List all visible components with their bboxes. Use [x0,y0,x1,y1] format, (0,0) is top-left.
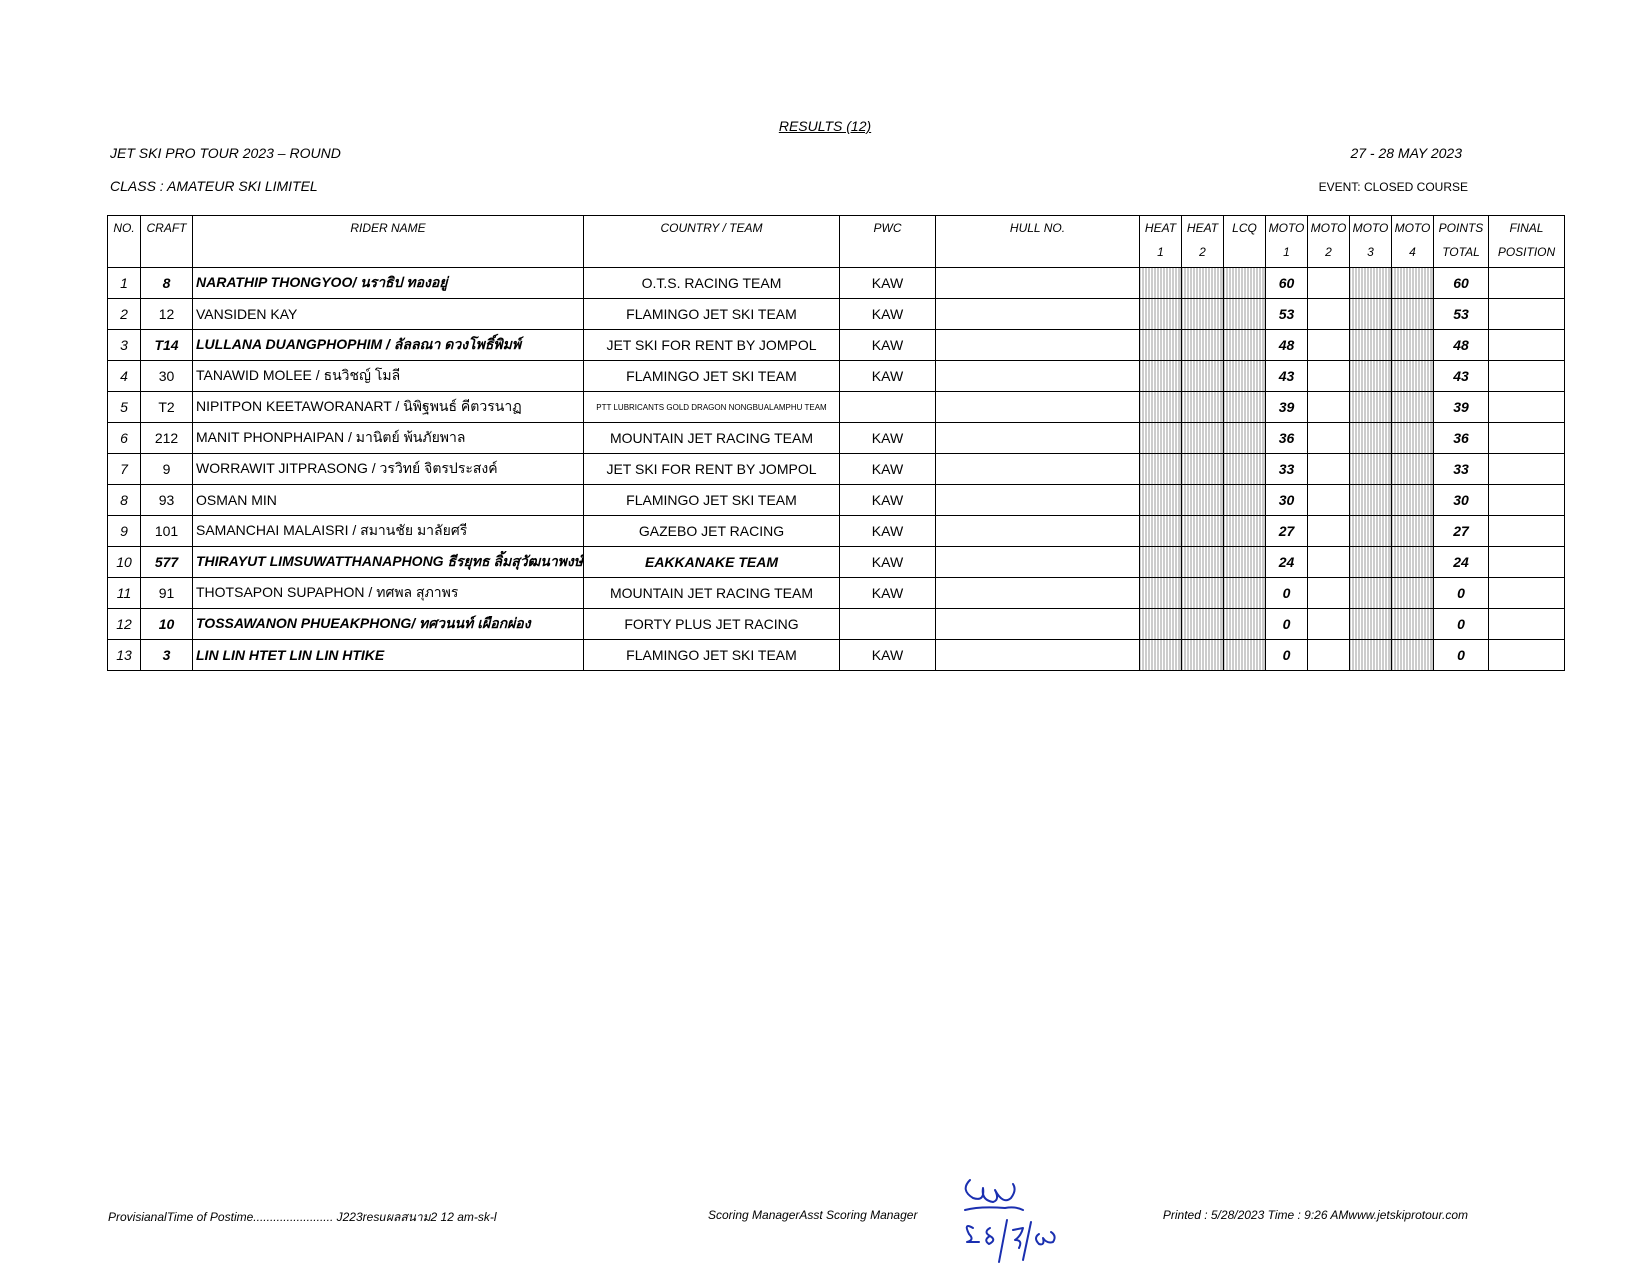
column-header-rider-name [193,216,584,268]
moto-1-points: 43 [1265,361,1307,392]
row-number: 8 [108,485,141,516]
points-total: 30 [1433,485,1488,516]
column-header-label: CRAFT [146,221,187,235]
column-header-heat-2 [1181,216,1223,268]
row-number: 5 [108,392,141,423]
craft-number: 212 [141,423,193,454]
hull-no [935,299,1139,330]
column-header-label: MOTO [1352,221,1389,235]
lcq-cell [1223,609,1265,640]
column-header-sublabel: 1 [1283,245,1290,259]
hull-no [935,547,1139,578]
points-total: 60 [1433,268,1488,299]
event-type: EVENT: CLOSED COURSE [1318,180,1468,194]
moto-4-cell [1391,485,1433,516]
column-header-label: PWC [873,221,902,235]
moto-1-points: 60 [1265,268,1307,299]
final-position [1488,454,1564,485]
lcq-cell [1223,578,1265,609]
lcq-cell [1223,423,1265,454]
column-header-final-position [1488,216,1564,268]
country-team: MOUNTAIN JET RACING TEAM [583,578,839,609]
heat-2-cell [1181,423,1223,454]
row-number: 11 [108,578,141,609]
pwc: KAW [839,547,935,578]
table-row [108,330,1565,361]
column-header-moto-4 [1391,216,1433,268]
final-position [1488,640,1564,671]
moto-2-cell [1307,330,1349,361]
moto-4-cell [1391,609,1433,640]
moto-4-cell [1391,547,1433,578]
moto-3-cell [1349,547,1391,578]
moto-1-points: 0 [1265,640,1307,671]
moto-2-cell [1307,423,1349,454]
table-row [108,640,1565,671]
craft-number: 93 [141,485,193,516]
heat-2-cell [1181,547,1223,578]
column-header-lcq [1223,216,1265,268]
rider-name: OSMAN MIN [193,485,584,516]
column-header-label: MOTO [1268,221,1305,235]
points-total: 48 [1433,330,1488,361]
table-body [108,268,1565,671]
heat-2-cell [1181,516,1223,547]
moto-4-cell [1391,330,1433,361]
craft-number: 9 [141,454,193,485]
final-position [1488,361,1564,392]
event-date: 27 - 28 MAY 2023 [1350,145,1462,161]
row-number: 1 [108,268,141,299]
craft-number: 8 [141,268,193,299]
rider-name: TOSSAWANON PHUEAKPHONG/ ทศวนนท์ เผือกผ่อง [193,609,584,640]
event-title: JET SKI PRO TOUR 2023 – ROUND [110,145,341,161]
column-header-moto-3 [1349,216,1391,268]
heat-2-cell [1181,578,1223,609]
moto-4-cell [1391,361,1433,392]
moto-2-cell [1307,485,1349,516]
pwc: KAW [839,268,935,299]
hull-no [935,361,1139,392]
table-row [108,578,1565,609]
craft-number: T2 [141,392,193,423]
hull-no [935,609,1139,640]
heat-1-cell [1139,268,1181,299]
rider-name: LIN LIN HTET LIN LIN HTIKE [193,640,584,671]
table-row [108,268,1565,299]
moto-1-points: 39 [1265,392,1307,423]
points-total: 24 [1433,547,1488,578]
footer-printed: Printed : 5/28/2023 Time : 9:26 AMwww.jetskiprotour.com [1162,1208,1468,1222]
moto-1-points: 53 [1265,299,1307,330]
column-header-label: HEAT [1186,221,1219,235]
country-team: FLAMINGO JET SKI TEAM [583,361,839,392]
heat-1-cell [1139,547,1181,578]
row-number: 6 [108,423,141,454]
moto-3-cell [1349,268,1391,299]
heat-2-cell [1181,454,1223,485]
heat-1-cell [1139,423,1181,454]
heat-1-cell [1139,454,1181,485]
pwc [839,392,935,423]
rider-name: TANAWID MOLEE / ธนวิชญ์ โมลี [193,361,584,392]
column-header-sublabel: 3 [1367,245,1374,259]
pwc: KAW [839,578,935,609]
row-number: 10 [108,547,141,578]
points-total: 0 [1433,609,1488,640]
heat-1-cell [1139,392,1181,423]
pwc: KAW [839,361,935,392]
moto-1-points: 0 [1265,609,1307,640]
craft-number: 3 [141,640,193,671]
final-position [1488,330,1564,361]
column-header-sublabel: POSITION [1497,245,1556,259]
column-header-label: COUNTRY / TEAM [660,221,763,235]
column-header-label: FINAL [1509,221,1544,235]
table-row [108,547,1565,578]
moto-1-points: 0 [1265,578,1307,609]
results-table [107,215,1565,671]
column-header-label: POINTS [1438,221,1484,235]
moto-4-cell [1391,392,1433,423]
row-number: 4 [108,361,141,392]
country-team: PTT LUBRICANTS GOLD DRAGON NONGBUALAMPHU TEAM [583,392,839,423]
lcq-cell [1223,361,1265,392]
row-number: 2 [108,299,141,330]
lcq-cell [1223,516,1265,547]
moto-3-cell [1349,361,1391,392]
heat-1-cell [1139,640,1181,671]
column-header-label: NO. [113,221,135,235]
country-team: JET SKI FOR RENT BY JOMPOL [583,330,839,361]
heat-2-cell [1181,392,1223,423]
moto-4-cell [1391,640,1433,671]
moto-2-cell [1307,361,1349,392]
moto-2-cell [1307,640,1349,671]
hull-no [935,454,1139,485]
heat-2-cell [1181,361,1223,392]
points-total: 27 [1433,516,1488,547]
moto-2-cell [1307,547,1349,578]
country-team: JET SKI FOR RENT BY JOMPOL [583,454,839,485]
row-number: 12 [108,609,141,640]
heat-1-cell [1139,361,1181,392]
column-header-sublabel: 4 [1409,245,1416,259]
moto-3-cell [1349,485,1391,516]
column-header-pwc [839,216,935,268]
lcq-cell [1223,299,1265,330]
points-total: 36 [1433,423,1488,454]
moto-2-cell [1307,454,1349,485]
final-position [1488,423,1564,454]
craft-number: 10 [141,609,193,640]
moto-4-cell [1391,268,1433,299]
column-header-label: HULL NO. [1009,221,1066,235]
country-team: GAZEBO JET RACING [583,516,839,547]
column-header-label: MOTO [1310,221,1347,235]
row-number: 7 [108,454,141,485]
country-team: FLAMINGO JET SKI TEAM [583,299,839,330]
rider-name: LULLANA DUANGPHOPHIM / ลัลลณา ดวงโพธิ์พิมพ์ [193,330,584,361]
country-team: O.T.S. RACING TEAM [583,268,839,299]
rider-name: WORRAWIT JITPRASONG / วรวิทย์ จิตรประสงค์ [193,454,584,485]
country-team: FLAMINGO JET SKI TEAM [583,485,839,516]
points-total: 43 [1433,361,1488,392]
hull-no [935,392,1139,423]
heat-2-cell [1181,609,1223,640]
final-position [1488,392,1564,423]
craft-number: 91 [141,578,193,609]
pwc: KAW [839,299,935,330]
country-team: MOUNTAIN JET RACING TEAM [583,423,839,454]
final-position [1488,268,1564,299]
hull-no [935,423,1139,454]
moto-2-cell [1307,578,1349,609]
moto-3-cell [1349,578,1391,609]
lcq-cell [1223,454,1265,485]
moto-3-cell [1349,392,1391,423]
country-team: FORTY PLUS JET RACING [583,609,839,640]
hull-no [935,578,1139,609]
column-header-moto-1 [1265,216,1307,268]
final-position [1488,485,1564,516]
final-position [1488,578,1564,609]
craft-number: 577 [141,547,193,578]
table-row [108,423,1565,454]
column-header-heat-1 [1139,216,1181,268]
row-number: 9 [108,516,141,547]
pwc: KAW [839,516,935,547]
results-title: RESULTS (12) [778,118,872,134]
moto-3-cell [1349,423,1391,454]
heat-2-cell [1181,485,1223,516]
rider-name: NARATHIP THONGYOO/ นราธิป ทองอยู่ [193,268,584,299]
pwc: KAW [839,454,935,485]
column-header-label: LCQ [1232,221,1257,235]
handwritten-signature [955,1170,1070,1265]
pwc [839,609,935,640]
heat-1-cell [1139,516,1181,547]
table-header-row [108,216,1565,268]
points-total: 53 [1433,299,1488,330]
rider-name: THIRAYUT LIMSUWATTHANAPHONG ธีรยุทธ ลิ้มสุวัฒนาพงษ์ [193,547,584,578]
moto-3-cell [1349,299,1391,330]
moto-4-cell [1391,516,1433,547]
column-header-sublabel: 2 [1325,245,1332,259]
moto-1-points: 36 [1265,423,1307,454]
row-number: 3 [108,330,141,361]
column-header-craft [141,216,193,268]
moto-3-cell [1349,454,1391,485]
heat-2-cell [1181,640,1223,671]
lcq-cell [1223,640,1265,671]
footer-scoring-managers: Scoring ManagerAsst Scoring Manager [708,1208,918,1222]
column-header-points-total [1433,216,1488,268]
pwc: KAW [839,423,935,454]
moto-1-points: 33 [1265,454,1307,485]
moto-3-cell [1349,609,1391,640]
country-team: EAKKANAKE TEAM [583,547,839,578]
moto-1-points: 30 [1265,485,1307,516]
column-header-sublabel: TOTAL [1442,245,1480,259]
final-position [1488,516,1564,547]
moto-4-cell [1391,423,1433,454]
heat-1-cell [1139,609,1181,640]
moto-2-cell [1307,516,1349,547]
rider-name: THOTSAPON SUPAPHON / ทศพล สุภาพร [193,578,584,609]
points-total: 0 [1433,578,1488,609]
table-row [108,609,1565,640]
final-position [1488,299,1564,330]
points-total: 0 [1433,640,1488,671]
row-number: 13 [108,640,141,671]
craft-number: 12 [141,299,193,330]
moto-3-cell [1349,516,1391,547]
final-position [1488,547,1564,578]
heat-2-cell [1181,299,1223,330]
moto-4-cell [1391,299,1433,330]
moto-2-cell [1307,268,1349,299]
class-line: CLASS : AMATEUR SKI LIMITEL [110,178,318,194]
country-team: FLAMINGO JET SKI TEAM [583,640,839,671]
moto-4-cell [1391,578,1433,609]
heat-1-cell [1139,578,1181,609]
moto-3-cell [1349,640,1391,671]
heat-2-cell [1181,268,1223,299]
craft-number: T14 [141,330,193,361]
points-total: 39 [1433,392,1488,423]
lcq-cell [1223,485,1265,516]
footer-left: ProvisianalTime of Postime........................ J223resuผลสนาม2 12 am-sk-l [108,1210,497,1224]
column-header-hull-no [935,216,1139,268]
column-header-no [108,216,141,268]
moto-1-points: 27 [1265,516,1307,547]
final-position [1488,609,1564,640]
moto-4-cell [1391,454,1433,485]
lcq-cell [1223,392,1265,423]
hull-no [935,516,1139,547]
table-row [108,361,1565,392]
heat-1-cell [1139,330,1181,361]
moto-2-cell [1307,299,1349,330]
craft-number: 101 [141,516,193,547]
lcq-cell [1223,268,1265,299]
moto-1-points: 48 [1265,330,1307,361]
pwc: KAW [839,640,935,671]
pwc: KAW [839,330,935,361]
heat-1-cell [1139,299,1181,330]
heat-1-cell [1139,485,1181,516]
lcq-cell [1223,547,1265,578]
moto-2-cell [1307,609,1349,640]
column-header-moto-2 [1307,216,1349,268]
column-header-label: HEAT [1144,221,1177,235]
column-header-sublabel: 1 [1157,245,1164,259]
hull-no [935,485,1139,516]
craft-number: 30 [141,361,193,392]
rider-name: VANSIDEN KAY [193,299,584,330]
hull-no [935,268,1139,299]
pwc: KAW [839,485,935,516]
rider-name: NIPITPON KEETAWORANART / นิพิฐพนธ์ คีตวรนาฏ [193,392,584,423]
moto-3-cell [1349,330,1391,361]
column-header-sublabel: 2 [1199,245,1206,259]
points-total: 33 [1433,454,1488,485]
rider-name: MANIT PHONPHAIPAN / มานิตย์ พ้นภัยพาล [193,423,584,454]
hull-no [935,330,1139,361]
table-row [108,392,1565,423]
moto-1-points: 24 [1265,547,1307,578]
column-header-label: MOTO [1394,221,1431,235]
table-row [108,516,1565,547]
column-header-label: RIDER NAME [350,221,426,235]
column-header-country-team [583,216,839,268]
moto-2-cell [1307,392,1349,423]
table-row [108,485,1565,516]
lcq-cell [1223,330,1265,361]
hull-no [935,640,1139,671]
table-row [108,299,1565,330]
table-row [108,454,1565,485]
heat-2-cell [1181,330,1223,361]
rider-name: SAMANCHAI MALAISRI / สมานชัย มาลัยศรี [193,516,584,547]
